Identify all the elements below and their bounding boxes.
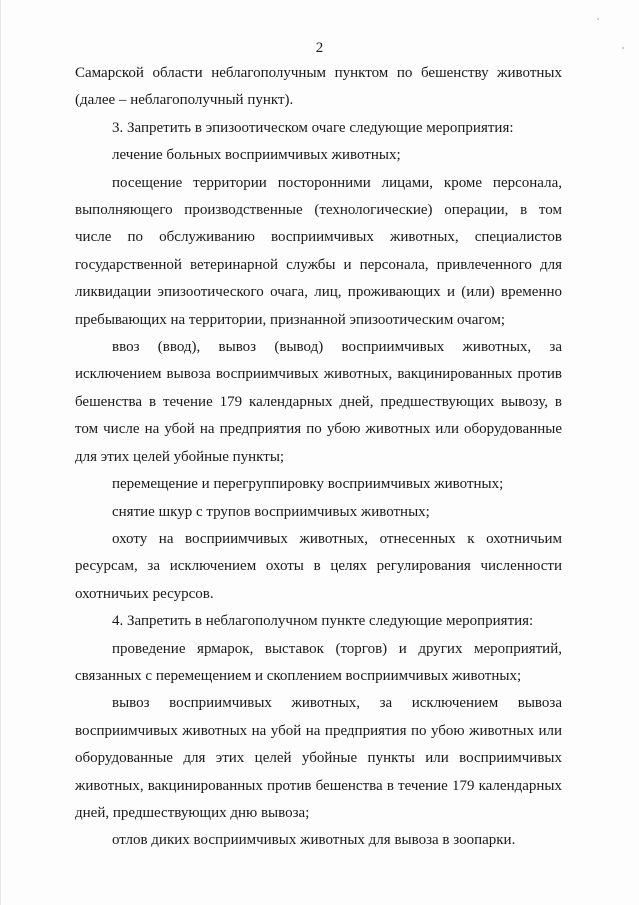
paragraph-continuation: Самарской области неблагополучным пунктом по бешенству животных (далее – неблагополучный пункт). xyxy=(75,65,562,109)
paragraph-item-4: 4. Запретить в неблагополучном пункте следующие мероприятия: xyxy=(112,613,534,630)
paragraph-trapping: отлов диких восприимчивых животных для вывоза в зоопарки. xyxy=(112,832,516,849)
paragraph-visits: посещение территории посторонними лицами, кроме персонала, выполняющего производственные (технологические) операции, в том числе по обслуживанию восприимчивых животных, специалистов государственной ветеринарной службы и персонала, привлеченного для ликвидации эпизоотического очага, лиц, проживающих и (или) временно пребывающих на территории, признанной эпизоотическим очагом; xyxy=(75,174,562,328)
paragraph-fairs: проведение ярмарок, выставок (торгов) и других мероприятий, связанных с перемещением и скоплением восприимчивых животных; xyxy=(75,640,562,684)
paragraph-export: вывоз восприимчивых животных, за исключением вывоза восприимчивых животных на убой на предприятия по убою животных или оборудованные для этих целей убойные пункты или восприимчивых животных, вакцинированных против бешенства в течение 179 календарных дней, предшествующих дню вывоза; xyxy=(75,695,562,821)
scan-speck xyxy=(597,18,599,20)
paragraph-hunting: охоту на восприимчивых животных, отнесенных к охотничьим ресурсам, за исключением охоты в целях регулирования численности охотничьих ресурсов. xyxy=(75,530,562,602)
page-number: 2 xyxy=(315,40,324,56)
paragraph-treatment: лечение больных восприимчивых животных; xyxy=(112,147,401,164)
paragraph-import-export: ввоз (ввод), вывоз (вывод) восприимчивых животных, за исключением вывоза восприимчивых животных, вакцинированных против бешенства в течение 179 календарных дней, предшествующих вывозу, в том числе на убой на предприятия по убою животных или оборудованные для этих целей убойные пункты; xyxy=(75,339,562,465)
paragraph-skinning: снятие шкур с трупов восприимчивых животных; xyxy=(112,503,430,520)
document-body xyxy=(75,60,562,855)
paragraph-item-3: 3. Запретить в эпизоотическом очаге следующие мероприятия: xyxy=(112,119,514,136)
scan-edge xyxy=(0,0,1,905)
paragraph-movement: перемещение и перегруппировку восприимчивых животных; xyxy=(112,476,504,493)
